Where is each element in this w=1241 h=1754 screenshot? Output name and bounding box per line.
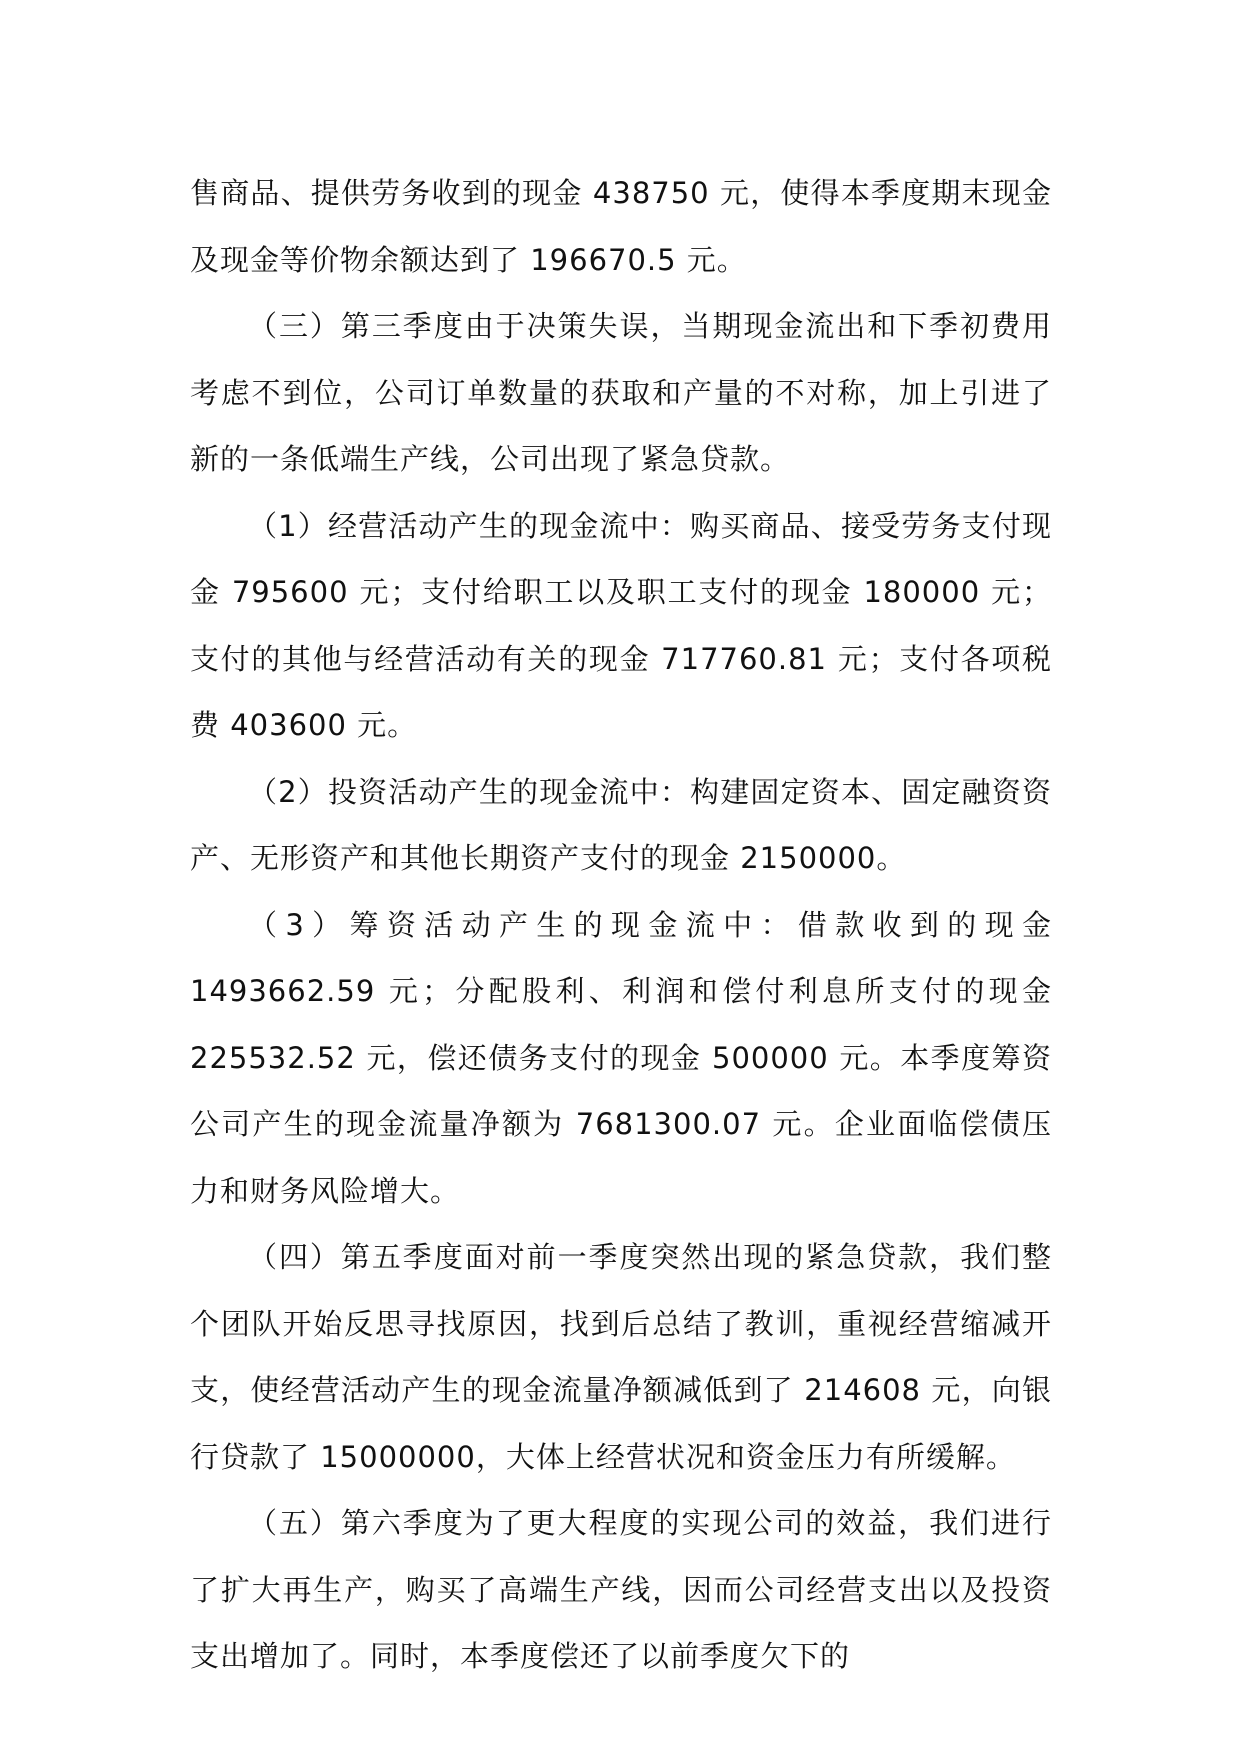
paragraph-section-three: （三）第三季度由于决策失误，当期现金流出和下季初费用考虑不到位，公司订单数量的获取和产量的不对称，加上引进了新的一条低端生产线，公司出现了紧急贷款。 xyxy=(190,309,1052,476)
paragraph-continuation: 售商品、提供劳务收到的现金 438750 元，使得本季度期末现金及现金等价物余额达到了 196670.5 元。 xyxy=(190,176,1052,277)
paragraph-operating-cash-flow: （1）经营活动产生的现金流中：购买商品、接受劳务支付现金 795600 元；支付给职工以及职工支付的现金 180000 元；支付的其他与经营活动有关的现金 717760.81 元；支付各项税费 403600 元。 xyxy=(190,508,1052,742)
paragraph-investing-cash-flow: （2）投资活动产生的现金流中：构建固定资本、固定融资资产、无形资产和其他长期资产支付的现金 2150000。 xyxy=(190,774,1052,875)
paragraph-financing-cash-flow: （3）筹资活动产生的现金流中：借款收到的现金 1493662.59 元；分配股利、利润和偿付利息所支付的现金 225532.52 元，偿还债务支付的现金 500000 元。本季度筹资公司产生的现金流量净额为 7681300.07 元。企业面临偿债压力和财务风险增大。 xyxy=(190,907,1052,1208)
document-page xyxy=(190,160,1052,1690)
paragraph-section-four: （四）第五季度面对前一季度突然出现的紧急贷款，我们整个团队开始反思寻找原因，找到后总结了教训，重视经营缩减开支，使经营活动产生的现金流量净额减低到了 214608 元，向银行贷款了 15000000，大体上经营状况和资金压力有所缓解。 xyxy=(190,1240,1052,1474)
paragraph-section-five: （五）第六季度为了更大程度的实现公司的效益，我们进行了扩大再生产，购买了高端生产线，因而公司经营支出以及投资支出增加了。同时，本季度偿还了以前季度欠下的 xyxy=(190,1506,1052,1673)
